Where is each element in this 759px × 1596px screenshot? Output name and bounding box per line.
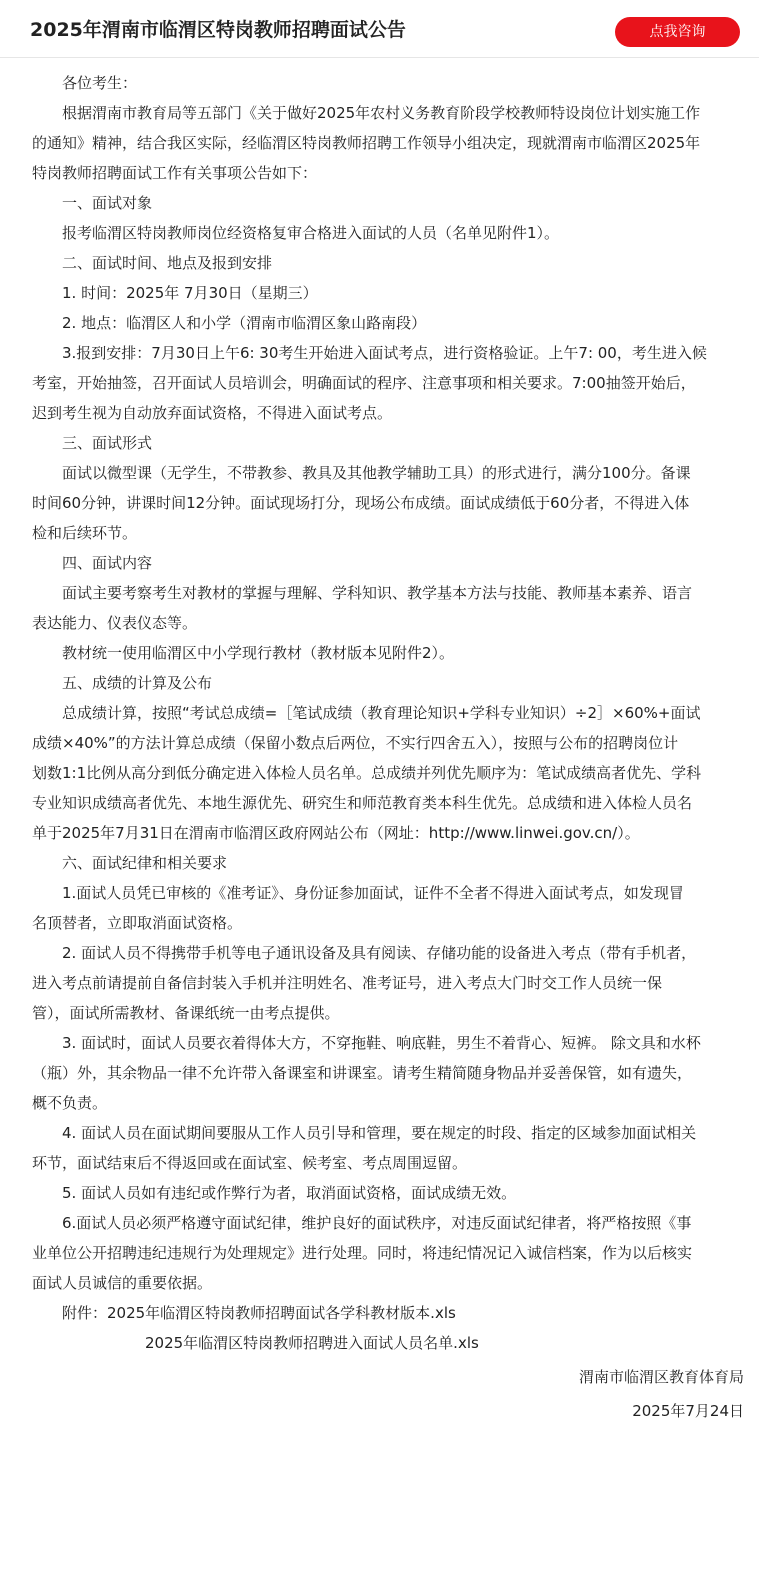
section-5-line: 总成绩计算，按照“考试总成绩=［笔试成绩（教育理论知识+学科专业知识）÷2］×60%+面试 bbox=[62, 704, 701, 722]
section-4-line: 表达能力、仪表仪态等。 bbox=[32, 614, 198, 632]
section-5-line: 单于2025年7月31日在渭南市临渭区政府网站公布（网址：http://www.linwei.gov.cn/）。 bbox=[32, 824, 640, 842]
signature: 渭南市临渭区教育体育局 bbox=[578, 1368, 744, 1386]
section-2-report-line: 迟到考生视为自动放弃面试资格，不得进入面试考点。 bbox=[32, 404, 393, 422]
section-6-item-6: 6.面试人员必须严格遵守面试纪律，维护良好的面试秩序，对违反面试纪律者，将严格按照《事 bbox=[62, 1214, 692, 1232]
section-2-title: 二、面试时间、地点及报到安排 bbox=[62, 254, 273, 272]
section-6-item-1: 1.面试人员凭已审核的《准考证》、身份证参加面试，证件不全者不得进入面试考点，如发现冒 bbox=[62, 884, 684, 902]
section-5-line: 成绩×40%”的方法计算总成绩（保留小数点后两位，不实行四舍五入），按照与公布的招聘岗位计 bbox=[32, 734, 679, 752]
section-3-line: 时间60分钟，讲课时间12分钟。面试现场打分，现场公布成绩。面试成绩低于60分者，不得进入体 bbox=[32, 494, 690, 512]
section-6-item-3: 3. 面试时，面试人员要衣着得体大方，不穿拖鞋、响底鞋，男生不着背心、短裤。 除文具和水杯 bbox=[62, 1034, 701, 1052]
section-2-time: 1. 时间：2025年 7月30日（星期三） bbox=[62, 284, 318, 302]
intro-line: 特岗教师招聘面试工作有关事项公告如下： bbox=[32, 164, 318, 182]
section-6-item-2: 2. 面试人员不得携带手机等电子通讯设备及具有阅读、存储功能的设备进入考点（带有手机者， bbox=[62, 944, 697, 962]
section-6-item-1: 名顶替者，立即取消面试资格。 bbox=[32, 914, 243, 932]
section-5-line: 专业知识成绩高者优先、本地生源优先、研究生和师范教育类本科生优先。总成绩和进入体检人员名 bbox=[32, 794, 693, 812]
intro-line: 的通知》精神，结合我区实际，经临渭区特岗教师招聘工作领导小组决定，现就渭南市临渭区2025年 bbox=[32, 134, 701, 152]
section-2-report-line: 考室，开始抽签，召开面试人员培训会，明确面试的程序、注意事项和相关要求。7:00抽签开始后， bbox=[32, 374, 696, 392]
section-4-line: 教材统一使用临渭区中小学现行教材（教材版本见附件2）。 bbox=[62, 644, 455, 662]
section-6-item-4: 环节，面试结束后不得返回或在面试室、候考室、考点周围逗留。 bbox=[32, 1154, 468, 1172]
section-4-line: 面试主要考察考生对教材的掌握与理解、学科知识、教学基本方法与技能、教师基本素养、语言 bbox=[62, 584, 693, 602]
announcement-body bbox=[0, 68, 759, 1426]
section-2-report-line: 3.报到安排：7月30日上午6: 30考生开始进入面试考点，进行资格验证。上午7: 00，考生进入候 bbox=[62, 344, 707, 362]
section-3-title: 三、面试形式 bbox=[62, 434, 153, 452]
page-header bbox=[0, 0, 759, 58]
intro-line: 根据渭南市教育局等五部门《关于做好2025年农村义务教育阶段学校教师特设岗位计划实施工作 bbox=[62, 104, 701, 122]
page-title: 2025年渭南市临渭区特岗教师招聘面试公告 bbox=[30, 19, 406, 41]
section-6-item-5: 5. 面试人员如有违纪或作弊行为者，取消面试资格，面试成绩无效。 bbox=[62, 1184, 517, 1202]
section-5-title: 五、成绩的计算及公布 bbox=[62, 674, 213, 692]
consult-button[interactable]: 点我咨询 bbox=[615, 17, 740, 47]
date: 2025年7月24日 bbox=[632, 1402, 744, 1420]
attachment-2-link[interactable]: 2025年临渭区特岗教师招聘进入面试人员名单.xls bbox=[145, 1334, 479, 1352]
section-6-item-6: 业单位公开招聘违纪违规行为处理规定》进行处理。同时，将违纪情况记入诚信档案，作为以后核实 bbox=[32, 1244, 693, 1262]
section-3-line: 面试以微型课（无学生，不带教参、教具及其他教学辅助工具）的形式进行，满分100分。备课 bbox=[62, 464, 691, 482]
section-6-item-4: 4. 面试人员在面试期间要服从工作人员引导和管理，要在规定的时段、指定的区域参加面试相关 bbox=[62, 1124, 697, 1142]
section-3-line: 检和后续环节。 bbox=[32, 524, 138, 542]
section-6-item-2: 管），面试所需教材、备课纸统一由考点提供。 bbox=[32, 1004, 340, 1022]
attachment-1-link[interactable]: 附件：2025年临渭区特岗教师招聘面试各学科教材版本.xls bbox=[62, 1304, 456, 1322]
section-6-item-3: （瓶）外，其余物品一律不允许带入备课室和讲课室。请考生精简随身物品并妥善保管，如有遗失， bbox=[32, 1064, 693, 1082]
section-1-text: 报考临渭区特岗教师岗位经资格复审合格进入面试的人员（名单见附件1）。 bbox=[62, 224, 560, 242]
greeting: 各位考生： bbox=[62, 74, 138, 92]
section-1-title: 一、面试对象 bbox=[62, 194, 153, 212]
section-4-title: 四、面试内容 bbox=[62, 554, 153, 572]
section-6-item-3: 概不负责。 bbox=[32, 1094, 108, 1112]
section-6-title: 六、面试纪律和相关要求 bbox=[62, 854, 228, 872]
section-2-place: 2. 地点：临渭区人和小学（渭南市临渭区象山路南段） bbox=[62, 314, 427, 332]
section-6-item-2: 进入考点前请提前自备信封装入手机并注明姓名、准考证号，进入考点大门时交工作人员统一保 bbox=[32, 974, 663, 992]
section-6-item-6: 面试人员诚信的重要依据。 bbox=[32, 1274, 213, 1292]
section-5-line: 划数1:1比例从高分到低分确定进入体检人员名单。总成绩并列优先顺序为：笔试成绩高者优先、学科 bbox=[32, 764, 702, 782]
